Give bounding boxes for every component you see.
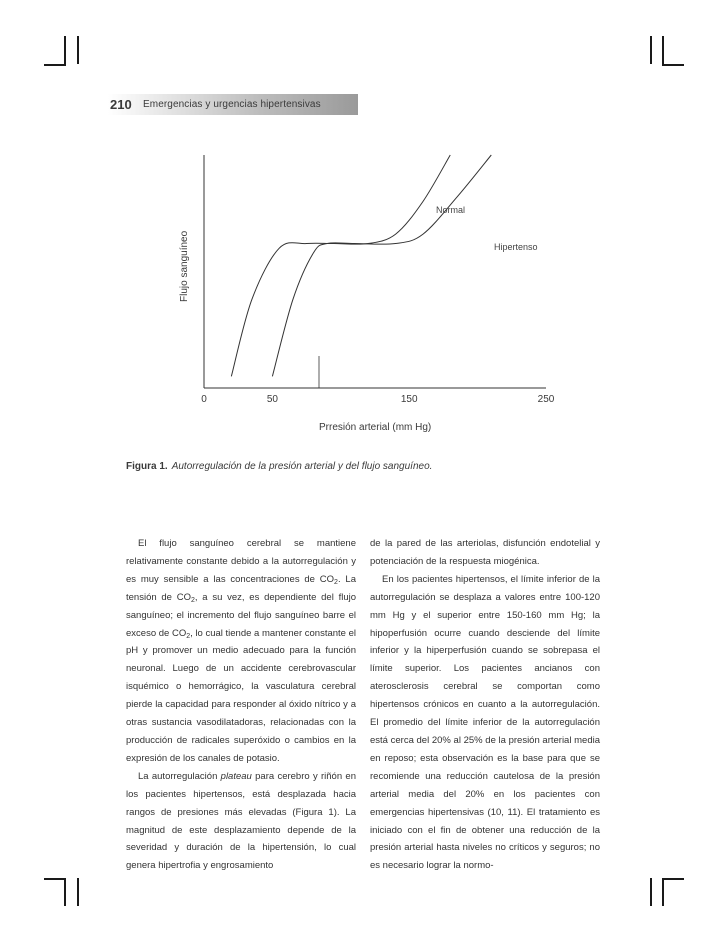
paragraph-2: La autorregulación plateau para cerebro y riñón en los pacientes hipertensos, está desplazada hacia rangos de presiones más elevadas (Figura 1). La magnitud de este desplazamiento depende de la severidad y duración de la hipertensión, lo cual genera hipertrofia y engrosamiento	[126, 770, 356, 872]
hipertenso-curve-label: Hipertenso	[494, 242, 538, 252]
x-axis-label: Prresión arterial (mm Hg)	[319, 422, 432, 433]
figure-label: Figura 1.	[126, 461, 168, 472]
paragraph-1: El flujo sanguíneo cerebral se mantiene relativamente constante debido a la autorregulación y es muy sensible a las concentraciones de $CO_2$. La tensión de $CO_2$, a su vez, es dependiente del flujo sanguíneo; el incremento del flujo sanguíneo barre el exceso de $CO_2$, lo cual tiende a mantener constante el pH y promover un medio adecuado para la función neuronal. Luego de un accidente cerebrovascular isquémico o hemorrágico, la vasculatura cerebral pierde la capacidad para responder al óxido nítrico y a otras sustancia vasodilatadoras, relacionadas con la producción de radicales superóxido o cambios en la expresión de los canales de potasio.	[126, 538, 357, 764]
y-axis-label: Flujo sanguíneo	[179, 230, 190, 302]
figure-caption-text: Autorregulación de la presión arterial y del flujo sanguíneo.	[171, 461, 433, 472]
paragraph-4: En los pacientes hipertensos, el límite inferior de la autorregulación se desplaza a valores entre 100-120 mm Hg y el superior entre 150-160 mm Hg; la hipoperfusión ocurre cuando desciende del límite inferior y la hiperperfusión cuando se sobrepasa el límite superior. Los pacientes ancianos con aterosclerosis cerebral se comportan como hipertensos crónicos en cuanto a la autorregulación. El promedio del límite inferior de la autorregulación está cerca del 20% al 25% de la presión arterial media en reposo; esta observación es la base para que se recomiende una reducción cautelosa de la presión arterial media del 20% en los pacientes con emergencias hipertensivas (10, 11). El tratamiento es iniciado con el fin de obtener una reducción de la presión arterial hasta niveles no críticos y seguros; no es necesario lograr la normo-	[370, 573, 600, 872]
x-tick-label: 250	[537, 394, 555, 405]
curve-normal	[231, 155, 450, 376]
x-tick-label: 0	[201, 394, 207, 405]
normal-curve-label: Normal	[436, 205, 466, 215]
x-tick-label: 50	[266, 394, 278, 405]
curve-hipertenso	[272, 155, 491, 376]
body-column-right	[370, 535, 600, 875]
page-number: 210	[110, 97, 132, 112]
x-tick-label: 150	[400, 394, 418, 405]
tick-layer	[201, 394, 555, 405]
paragraph-3: de la pared de las arteriolas, disfunción endotelial y potenciación de la respuesta miogénica.	[370, 538, 600, 567]
running-title: Emergencias y urgencias hipertensivas	[143, 99, 321, 110]
body-column-left	[126, 535, 356, 875]
series-layer	[231, 155, 491, 376]
figure-caption	[126, 461, 626, 472]
